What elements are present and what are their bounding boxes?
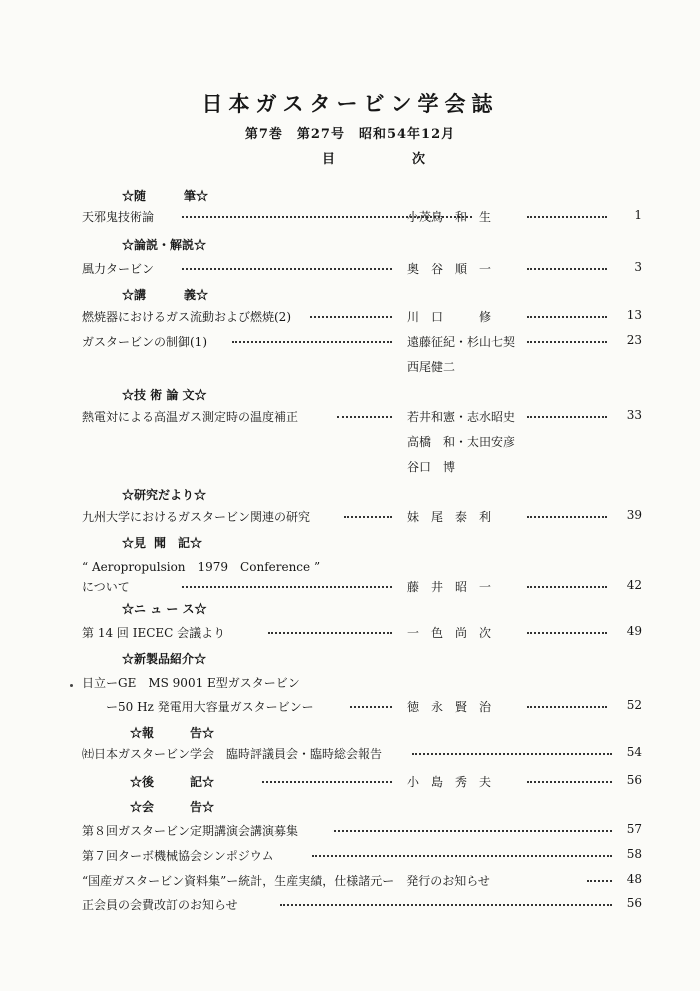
coauthor-line: 西尾健二 xyxy=(407,360,456,374)
toc-label-2: 次 xyxy=(412,152,426,167)
toc-entry-3[interactable]: 風力タービン 奥 谷 順 一 3 xyxy=(82,260,642,276)
toc-entry-1[interactable]: 天邪鬼技術論 小茂鳥 和 生 1 xyxy=(82,208,642,224)
toc-entry-56b[interactable]: 正会員の会費改訂のお知らせ 56 xyxy=(82,896,642,912)
entry-title-line1: “ Aeropropulsion 1979 Conference ” xyxy=(82,560,321,574)
toc-entry-56[interactable]: 小 島 秀 夫 56 xyxy=(82,773,642,789)
toc-entry-42[interactable]: について 藤 井 昭 一 42 xyxy=(82,578,642,594)
toc-entry-49[interactable]: 第 14 回 IECEC 会議より 一 色 尚 次 49 xyxy=(82,624,642,640)
journal-title: 日本ガスタービン学会誌 xyxy=(201,91,499,116)
coauthor-line: 高橋 和・太田安彦 xyxy=(407,435,516,449)
toc-label-1: 目 xyxy=(322,152,336,167)
toc-entry-39[interactable]: 九州大学におけるガスタービン関連の研究 妹 尾 泰 利 39 xyxy=(82,508,642,524)
issue-info: 第7巻 第27号 昭和54年12月 xyxy=(244,127,456,142)
toc-entry-23[interactable]: ガスタービンの制御(1) 遠藤征紀・杉山七契 23 xyxy=(82,333,642,349)
toc-page: 日本ガスタービン学会誌 第7巻 第27号 昭和54年12月 目 次 ☆随 筆☆ ☆論説・解説☆ ☆講 義☆ ☆技 術 論 文☆ ☆研究だより☆ ☆見 聞 記☆ ☆ニ ュ ー ス☆ ☆新製品紹介☆ ☆報 告☆ ☆後 記☆ ☆会 告☆ 天邪鬼技術論 小茂鳥 和 生 1 風力タービン 奥 谷 順 一 3 燃焼器におけるガス流動および燃焼(2) 川 口 修 13 ガスタービンの制御(1) 遠藤征紀・杉山七契 23 西尾健二 熱電対による高温ガス測定時の温度補正 若井和憲・志水昭史 33 高橋 和・太田安彦 谷口 博 九州大学におけるガスタービン関連の研究 妹 尾 泰 利 39 “ Aeropropulsion 1979 Conference ” について 藤 井 昭 一 42 第 14 回 IECEC 会議より 一 色 尚 次 49 日立ーGE MS 9001 E型ガスタービン ー50 Hz 発電用大容量ガスタービンー 徳 永 賢 治 52 ㈳日本ガスタービン学会 臨時評議員会・臨時総会報告 54 小 島 秀 夫 56 第８回ガスタービン定期講演会講演募集 57 第７回ターボ機械協会シンポジウム 58 “国産ガスタービン資料集”ー統計，生産実績，仕様諸元ー 発行のお知らせ 48 正会員の会費改訂のお知らせ 56 xyxy=(0,0,700,991)
category-news: ☆ニ ュ ー ス☆ xyxy=(122,602,207,616)
toc-entry-52[interactable]: ー50 Hz 発電用大容量ガスタービンー 徳 永 賢 治 52 xyxy=(106,698,642,714)
category-shin-seihin: ☆新製品紹介☆ xyxy=(122,652,207,666)
entry-title-line1: 日立ーGE MS 9001 E型ガスタービン xyxy=(82,676,300,690)
category-ronsetsu: ☆論説・解説☆ xyxy=(122,238,207,252)
category-gijutsu-ronbun: ☆技 術 論 文☆ xyxy=(122,388,207,402)
toc-entry-48[interactable]: “国産ガスタービン資料集”ー統計，生産実績，仕様諸元ー 発行のお知らせ 48 xyxy=(82,872,642,888)
coauthor-line: 谷口 博 xyxy=(407,460,456,474)
toc-entry-57[interactable]: 第８回ガスタービン定期講演会講演募集 57 xyxy=(82,822,642,838)
category-kenkyu-dayori: ☆研究だより☆ xyxy=(122,488,207,502)
toc-entry-13[interactable]: 燃焼器におけるガス流動および燃焼(2) 川 口 修 13 xyxy=(82,308,642,324)
toc-entry-58[interactable]: 第７回ターボ機械協会シンポジウム 58 xyxy=(82,847,642,863)
toc-entry-33[interactable]: 熱電対による高温ガス測定時の温度補正 若井和憲・志水昭史 33 xyxy=(82,408,642,424)
scan-speck xyxy=(70,684,73,687)
toc-entry-54[interactable]: ㈳日本ガスタービン学会 臨時評議員会・臨時総会報告 54 xyxy=(82,745,642,761)
